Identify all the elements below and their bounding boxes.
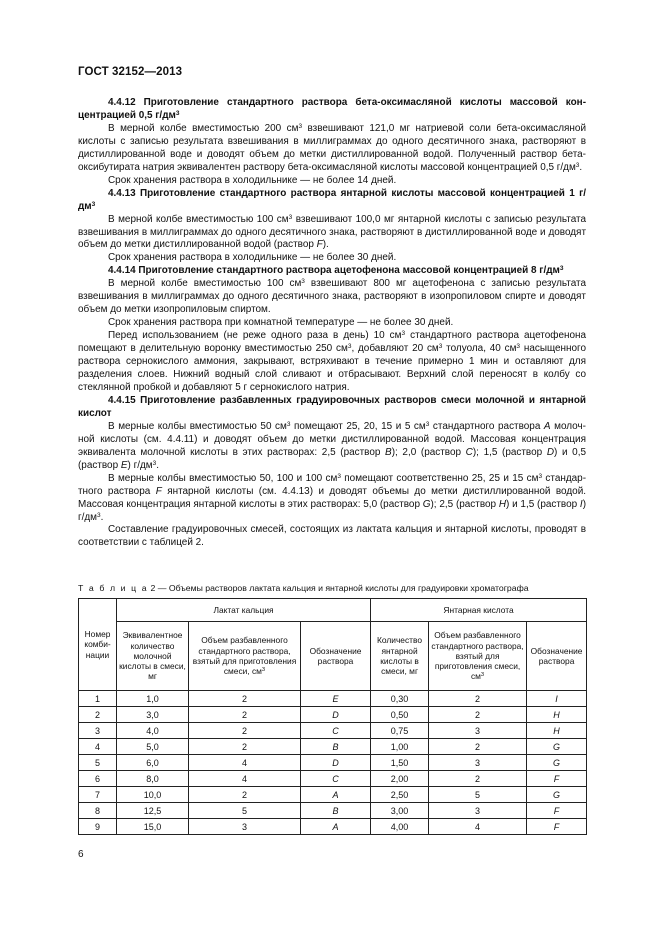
column-header-volume-calcium: Объем разбавленного стандартного раствора, взятый для приготовления смеси, $см^3$ [189,622,301,691]
table-cell: 2 [189,739,301,755]
table-caption-text: 2 — Объемы растворов лактата кальция и янтарной кислоты для градуировки хроматографа [148,583,529,593]
column-header-combination: Номер комбинации [79,599,117,691]
table-cell: 1 [79,691,117,707]
paragraph-4-4-14-storage: Срок хранения раствора при комнатной температуре — не более 30 дней. [108,317,454,329]
table-cell: D [301,755,371,771]
heading-4-4-12: 4.4.12 Приготовление стандартного раствора бета-оксимасляной кислоты массовой концентрацией 0,5 $г/дм^3$ [78,97,586,121]
calibration-table [78,598,587,835]
table-cell: 8 [79,803,117,819]
table-cell: 9 [79,819,117,835]
table-cell: A [301,819,371,835]
table-cell: 12,5 [117,803,189,819]
table-cell: G [527,755,587,771]
table-cell: 2,50 [371,787,429,803]
column-header-succinic-quantity: Количество янтарной кислоты в смеси, мг [371,622,429,691]
table-row [79,803,587,819]
table-cell: 3 [429,755,527,771]
table-cell: A [301,787,371,803]
table-cell: F [527,803,587,819]
table-cell: 2 [429,691,527,707]
table-cell: 4,00 [371,819,429,835]
paragraph-4-4-15-mixtures: Составление градуировочных смесей, состоящих из лактата кальция и янтарной кислоты, проводят в соответствии с таблицей 2. [78,524,586,549]
paragraph-4-4-14-method: В мерной колбе вместимостью 100 $см^3$ взвешивают 800 мг ацетофенона с записью результата взвешивания в миллиграммах до одного десятичного знака, растворяют в изопропиловом спирте и доводят объем до метки изопропиловым спиртом. [78,278,586,316]
table-cell: C [301,723,371,739]
table-cell: 1,50 [371,755,429,771]
table-row [79,691,587,707]
paragraph-4-4-14-usage: Перед использованием (не реже одного раза в день) 10 $см^3$ стандартного раствора ацетофенона помещают в делительную воронку вместимостью 250 $см^3$, добавляют 20 $см^3$ толуола, 40 $см^3$ насыщенного раствора сернокислого аммония, закрывают, встряхивают в течение примерно 1 мин и оставляют для разделения слоев. Нижний водный слой сливают и отбрасывают. Верхний слой переносят в колбу со стеклянной пробкой и добавляют 5 г сернокислого натрия. [78,330,586,393]
table-row [79,771,587,787]
table-caption-label: Т а б л и ц а [78,583,149,593]
table-cell: F [527,771,587,787]
paragraph-4-4-13-method: В мерной колбе вместимостью 100 $см^3$ взвешивают 100,0 мг янтарной кислоты с записью результата взвешивания в миллиграммах до одного десятичного знака, растворяют в дистиллированной воде и доводят объем до метки дистиллированной водой (раствор F). [78,213,586,251]
table-cell: 2 [79,707,117,723]
table-caption [78,583,598,593]
paragraph-4-4-13-storage: Срок хранения раствора в холодильнике — не более 30 дней. [108,252,397,264]
column-header-volume-succinic: Объем разбавленного стандартного раствора, взятый для приготовления смеси, $см^3$ [429,622,527,691]
table-cell: G [527,787,587,803]
table-cell: 6,0 [117,755,189,771]
table-cell: 2 [429,739,527,755]
table-cell: 4 [79,739,117,755]
heading-4-4-15: 4.4.15 Приготовление разбавленных градуировочных растворов смеси молочной и янтарной кислот [78,394,586,419]
table-cell: 2 [189,723,301,739]
table-cell: 4 [429,819,527,835]
paragraph-4-4-15-lactic: В мерные колбы вместимостью 50 $см^3$ помещают 25, 20, 15 и 5 $см^3$ стандартного раствора A молочной кислоты (см. 4.4.11) и доводят объем до метки дистиллированной водой. Массовая концентрация эквивалента молочной кислоты в этих растворах: 2,5 (раствор B); 2,0 (раствор C); 1,5 (раствор D) и 0,5 (раствор E) $г/дм^3$. [78,420,586,471]
table-cell: 2 [189,707,301,723]
column-header-designation-calcium: Обозначение раствора [301,622,371,691]
table-cell: 3,0 [117,707,189,723]
table-cell: 1,00 [371,739,429,755]
table-row [79,755,587,771]
table-cell: 4,0 [117,723,189,739]
document-header: ГОСТ 32152—2013 [78,66,183,78]
column-header-designation-succinic: Обозначение раствора [527,622,587,691]
table-cell: 3 [429,723,527,739]
table-row [79,819,587,835]
table-cell: 3 [79,723,117,739]
table-cell: 2 [429,707,527,723]
table-cell: H [527,707,587,723]
table-cell: G [527,739,587,755]
table-cell: 0,30 [371,691,429,707]
table-cell: 6 [79,771,117,787]
column-header-lactic-equivalent: Эквивалентное количество молочной кислоты в смеси, мг [117,622,189,691]
group-header-succinic-acid: Янтарная кислота [371,599,587,622]
table-cell: 4 [189,755,301,771]
heading-4-4-13: 4.4.13 Приготовление стандартного раствора янтарной кислоты массовой концентрацией 1 $г/дм^3$ [78,187,586,212]
table-cell: 2 [429,771,527,787]
table-cell: 10,0 [117,787,189,803]
table-cell: 3,00 [371,803,429,819]
table-cell: B [301,739,371,755]
table-cell: H [527,723,587,739]
table-row [79,723,587,739]
table-cell: I [527,691,587,707]
table-row [79,787,587,803]
table-cell: 0,75 [371,723,429,739]
table-cell: E [301,691,371,707]
table-row [79,707,587,723]
page-number: 6 [78,849,84,860]
paragraph-4-4-12-method: В мерной колбе вместимостью 200 $см^3$ взвешивают 121,0 мг натриевой соли бета-оксимасляной кислоты с записью результата взвешивания в миллиграммах до одного десятичного знака, растворяют в дистиллированной воде и доводят объем до метки дистиллированной водой. Полученный раствор бета-оксибутирата натрия эквивалентен раствору бета-оксимасляной кислоты массовой концентрацией 0,5 $г/дм^3$. [78,122,586,173]
heading-4-4-14: 4.4.14 Приготовление стандартного раствора ацетофенона массовой концентрацией 8 $г/дм^3$ [108,265,564,277]
table-cell: 2 [189,691,301,707]
table-cell: B [301,803,371,819]
table-cell: 15,0 [117,819,189,835]
table-body [79,691,587,835]
table-cell: 8,0 [117,771,189,787]
table-cell: C [301,771,371,787]
table-cell: 5 [79,755,117,771]
table-cell: 3 [189,819,301,835]
paragraph-4-4-15-succinic: В мерные колбы вместимостью 50, 100 и 100 $см^3$ помещают соответственно 25, 25 и 15 $см^3$ стандартного раствора F янтарной кислоты (см. 4.4.13) и доводят объемы до метки дистиллированной водой. Массовая концентрация янтарной кислоты в этих растворах: 5,0 (раствор G); 2,5 (раствор H) и 1,5 (раствор I) $г/дм^3$. [78,472,587,523]
table-cell: F [527,819,587,835]
table-cell: 7 [79,787,117,803]
table-cell: 5 [429,787,527,803]
group-header-calcium-lactate: Лактат кальция [117,599,371,622]
table-cell: 2 [189,787,301,803]
document-body [78,97,586,550]
table-cell: 2,00 [371,771,429,787]
table-cell: 3 [429,803,527,819]
paragraph-4-4-12-storage: Срок хранения раствора в холодильнике — не более 14 дней. [108,174,397,186]
table-cell: 5 [189,803,301,819]
table-cell: 5,0 [117,739,189,755]
table-cell: D [301,707,371,723]
table-cell: 4 [189,771,301,787]
table-row [79,739,587,755]
table-cell: 0,50 [371,707,429,723]
table-cell: 1,0 [117,691,189,707]
